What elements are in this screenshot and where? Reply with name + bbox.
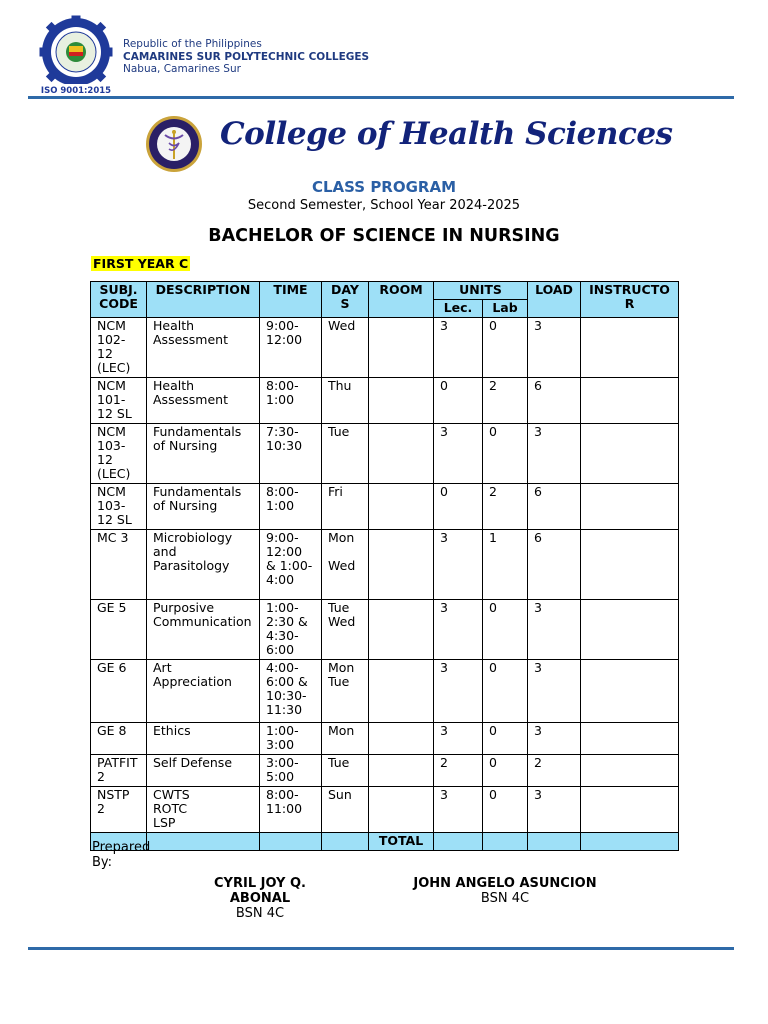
cell-time: 8:00-11:00 [260,787,322,833]
cell-code: NCM 102-12 (LEC) [91,318,147,378]
cell-desc: Microbiology and Parasitology [147,530,260,600]
table-row [91,723,679,755]
col-header-load: LOAD [528,282,581,318]
col-header-time: TIME [260,282,322,318]
total-cell [581,833,679,851]
cell-lab: 1 [483,530,528,600]
cell-lec: 3 [434,424,483,484]
cell-desc: Purposive Communication [147,600,260,660]
iso-label: ISO 9001:2015 [40,86,112,96]
table-row [91,600,679,660]
signatory-role: BSN 4C [480,891,530,906]
cell-load: 3 [528,787,581,833]
class-program-heading: CLASS PROGRAM [311,178,457,196]
cell-lab: 0 [483,723,528,755]
cell-load: 3 [528,723,581,755]
schedule-table [90,281,679,851]
cell-instructor [581,378,679,424]
cell-load: 6 [528,378,581,424]
cell-instructor [581,755,679,787]
table-row [91,530,679,600]
cell-desc: Health Assessment [147,318,260,378]
col-header-instructor: INSTRUCTOR [581,282,679,318]
signatory-2 [395,876,615,908]
total-cell [483,833,528,851]
cell-code: NSTP 2 [91,787,147,833]
cell-lec: 0 [434,378,483,424]
signatory-name: JOHN ANGELO ASUNCION [413,876,597,891]
cell-lab: 0 [483,755,528,787]
cell-days: Thu [322,378,369,424]
cell-days: Tue Wed [322,600,369,660]
cell-days: Mon Wed [322,530,369,600]
cell-room [369,530,434,600]
semester-line: Second Semester, School Year 2024-2025 [247,198,521,213]
cell-room [369,484,434,530]
table-row [91,424,679,484]
col-header-description: DESCRIPTION [147,282,260,318]
col-header-room: ROOM [369,282,434,318]
table-row [91,318,679,378]
schedule-body [91,318,679,851]
cell-lec: 3 [434,530,483,600]
cell-desc: Fundamentals of Nursing [147,424,260,484]
cell-load: 6 [528,484,581,530]
cell-instructor [581,530,679,600]
college-seal-logo [145,115,203,173]
col-header-days: DAYS [322,282,369,318]
cell-lab: 0 [483,600,528,660]
cell-days: Fri [322,484,369,530]
cell-lab: 0 [483,787,528,833]
cell-room [369,424,434,484]
cell-load: 3 [528,660,581,723]
degree-title: BACHELOR OF SCIENCE IN NURSING [208,226,560,246]
total-label: TOTAL [369,833,434,851]
cell-room [369,660,434,723]
cell-lab: 0 [483,318,528,378]
table-row [91,660,679,723]
cell-instructor [581,660,679,723]
republic-line: Republic of the Philippines [123,38,262,50]
cell-time: 9:00-12:00 & 1:00-4:00 [260,530,322,600]
cell-lec: 3 [434,723,483,755]
col-header-lab: Lab [483,300,528,318]
footer-divider [28,947,734,950]
institution-location: Nabua, Camarines Sur [123,63,241,75]
cell-room [369,755,434,787]
cell-time: 8:00-1:00 [260,378,322,424]
cell-instructor [581,424,679,484]
cell-lec: 0 [434,484,483,530]
cell-desc: Art Appreciation [147,660,260,723]
cell-time: 1:00-2:30 & 4:30-6:00 [260,600,322,660]
cell-time: 4:00-6:00 & 10:30-11:30 [260,660,322,723]
signatory-role: BSN 4C [235,906,285,921]
cell-instructor [581,600,679,660]
cell-days: Mon [322,723,369,755]
cell-instructor [581,723,679,755]
cell-instructor [581,318,679,378]
cell-lec: 3 [434,787,483,833]
cell-lec: 3 [434,318,483,378]
cell-time: 8:00-1:00 [260,484,322,530]
cell-desc: Health Assessment [147,378,260,424]
cell-days: Tue [322,424,369,484]
cell-code: NCM 103-12 SL [91,484,147,530]
table-row [91,378,679,424]
cspc-seal-logo [36,16,116,96]
signatory-name: CYRIL JOY Q. ABONAL [214,876,306,906]
cell-load: 3 [528,600,581,660]
col-header-lec: Lec. [434,300,483,318]
total-cell [322,833,369,851]
total-cell [434,833,483,851]
total-cell [528,833,581,851]
col-header-units: UNITS [434,282,528,300]
cell-days: Mon Tue [322,660,369,723]
signatory-1 [192,876,328,921]
cell-room [369,600,434,660]
cell-load: 2 [528,755,581,787]
cell-room [369,787,434,833]
cell-code: GE 6 [91,660,147,723]
col-header-code: SUBJ. CODE [91,282,147,318]
cell-code: NCM 103-12 (LEC) [91,424,147,484]
cell-lab: 2 [483,484,528,530]
table-row [91,787,679,833]
cell-time: 9:00-12:00 [260,318,322,378]
cell-time: 1:00-3:00 [260,723,322,755]
institution-name: CAMARINES SUR POLYTECHNIC COLLEGES [123,50,370,63]
cell-time: 7:30-10:30 [260,424,322,484]
cell-lab: 2 [483,378,528,424]
cell-desc: Fundamentals of Nursing [147,484,260,530]
cell-code: GE 5 [91,600,147,660]
cell-room [369,378,434,424]
cell-lab: 0 [483,660,528,723]
cell-code: MC 3 [91,530,147,600]
cell-desc: Ethics [147,723,260,755]
cell-load: 3 [528,424,581,484]
cell-lec: 2 [434,755,483,787]
cell-instructor [581,787,679,833]
table-row [91,484,679,530]
total-cell [260,833,322,851]
college-title: College of Health Sciences [220,116,673,152]
prepared-by-label: Prepared By: [92,840,151,870]
cell-instructor [581,484,679,530]
cell-lec: 3 [434,660,483,723]
table-row [91,755,679,787]
institution-header [123,38,369,76]
total-row [91,833,679,851]
cell-desc: CWTS ROTC LSP [147,787,260,833]
cell-code: GE 8 [91,723,147,755]
cell-desc: Self Defense [147,755,260,787]
cell-load: 3 [528,318,581,378]
cell-lab: 0 [483,424,528,484]
cell-room [369,723,434,755]
cell-days: Wed [322,318,369,378]
cell-room [369,318,434,378]
cell-lec: 3 [434,600,483,660]
cell-code: PATFIT 2 [91,755,147,787]
cell-load: 6 [528,530,581,600]
cell-time: 3:00-5:00 [260,755,322,787]
header-divider [28,96,734,99]
cell-days: Tue [322,755,369,787]
cell-days: Sun [322,787,369,833]
year-section-label: FIRST YEAR C [93,256,189,271]
cell-code: NCM 101-12 SL [91,378,147,424]
